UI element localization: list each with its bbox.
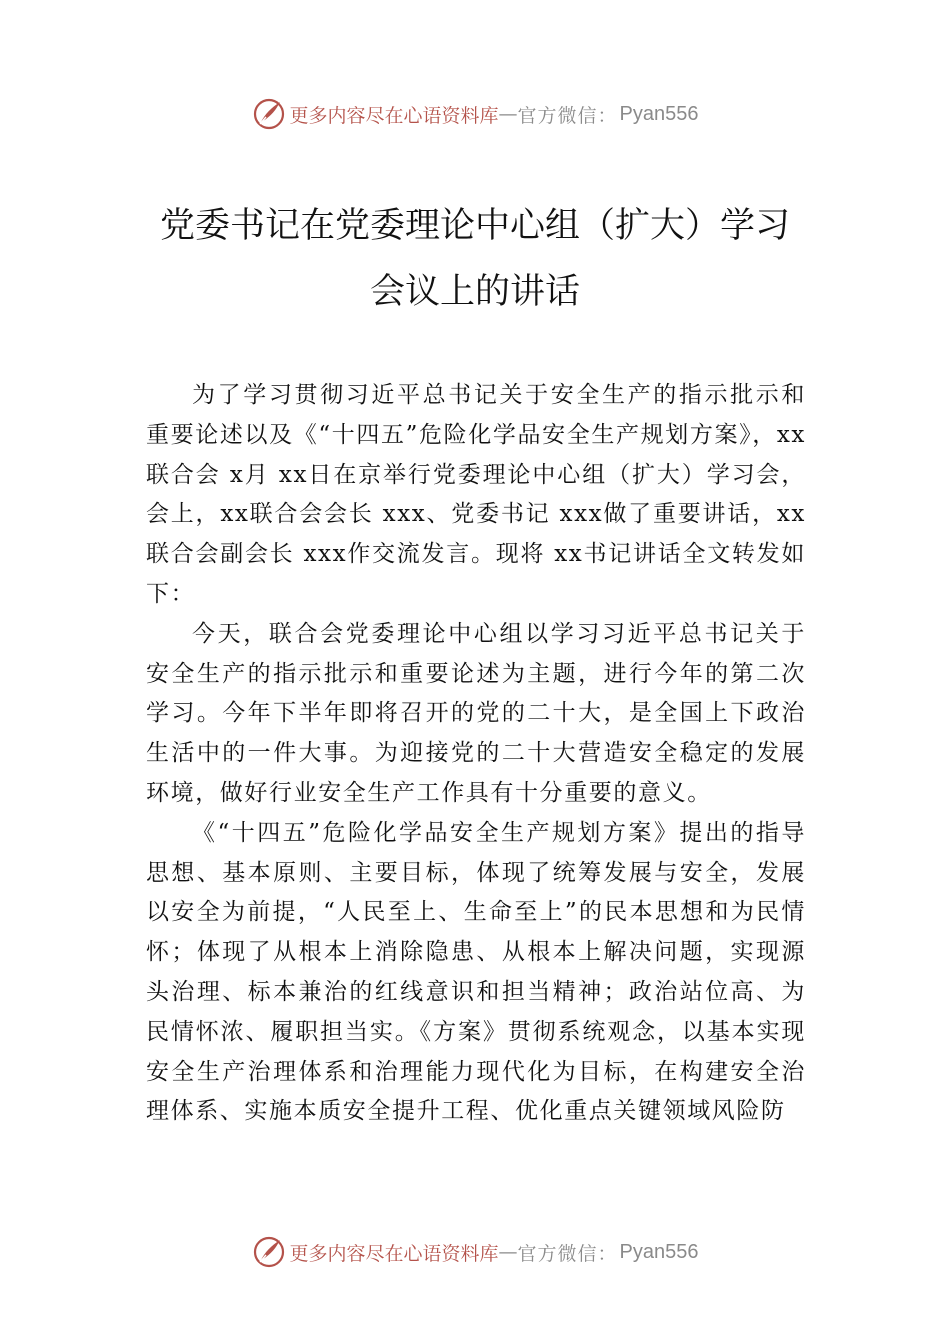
body-paragraph-3: 《“十四五”危险化学品安全生产规划方案》提出的指导思想、基本原则、主要目标，体现了统筹发展与安全，发展以安全为前提，“人民至上、生命至上”的民本思想和为民情怀；体现了从根本上消除隐患、从根本上解决问题，实现源头治理、标本兼治的红线意识和担当精神；政治站位高、为民情怀浓、履职担当实。《方案》贯彻系统观念，以基本实现安全生产治理体系和治理能力现代化为目标，在构建安全治理体系、实施本质安全提升工程、优化重点关键领域风险防: [146, 819, 806, 1125]
document-title-line-2: 会议上的讲话: [369, 272, 580, 312]
quill-logo-icon: [252, 1235, 286, 1269]
document-title-line-1: 党委书记在党委理论中心组（扩大）学习: [159, 206, 790, 246]
body-paragraph-1: 为了学习贯彻习近平总书记关于安全生产的指示批示和重要论述以及《“十四五”危险化学品安全生产规划方案》，xx联合会 x月 xx日在京举行党委理论中心组（扩大）学习会，会上，xx联合会会长 xxx、党委书记 xxx做了重要讲话，xx联合会副会长 xxx作交流发言。现将 xx书记讲话全文转发如下：: [146, 382, 806, 607]
document-body: [146, 376, 806, 1132]
watermark-wechat-id: Pyan556: [619, 102, 699, 125]
body-paragraph-2: 今天，联合会党委理论中心组以学习习近平总书记关于安全生产的指示批示和重要论述为主题，进行今年的第二次学习。今年下半年即将召开的党的二十大，是全国上下政治生活中的一件大事。为迎接党的二十大营造安全稳定的发展环境，做好行业安全生产工作具有十分重要的意义。: [146, 620, 806, 806]
watermark-wechat-label: 官方微信：: [517, 104, 618, 127]
watermark-header: [0, 94, 950, 134]
watermark-main-text: 更多内容尽在心语资料库: [289, 104, 499, 127]
watermark-footer: [0, 1232, 950, 1272]
watermark-main-text: 更多内容尽在心语资料库: [289, 1242, 499, 1265]
watermark-wechat-label: 官方微信：: [517, 1242, 618, 1265]
watermark-wechat-id: Pyan556: [619, 1240, 699, 1263]
watermark-dash: —: [498, 103, 518, 125]
quill-logo-icon: [252, 97, 286, 131]
watermark-dash: —: [498, 1241, 518, 1263]
